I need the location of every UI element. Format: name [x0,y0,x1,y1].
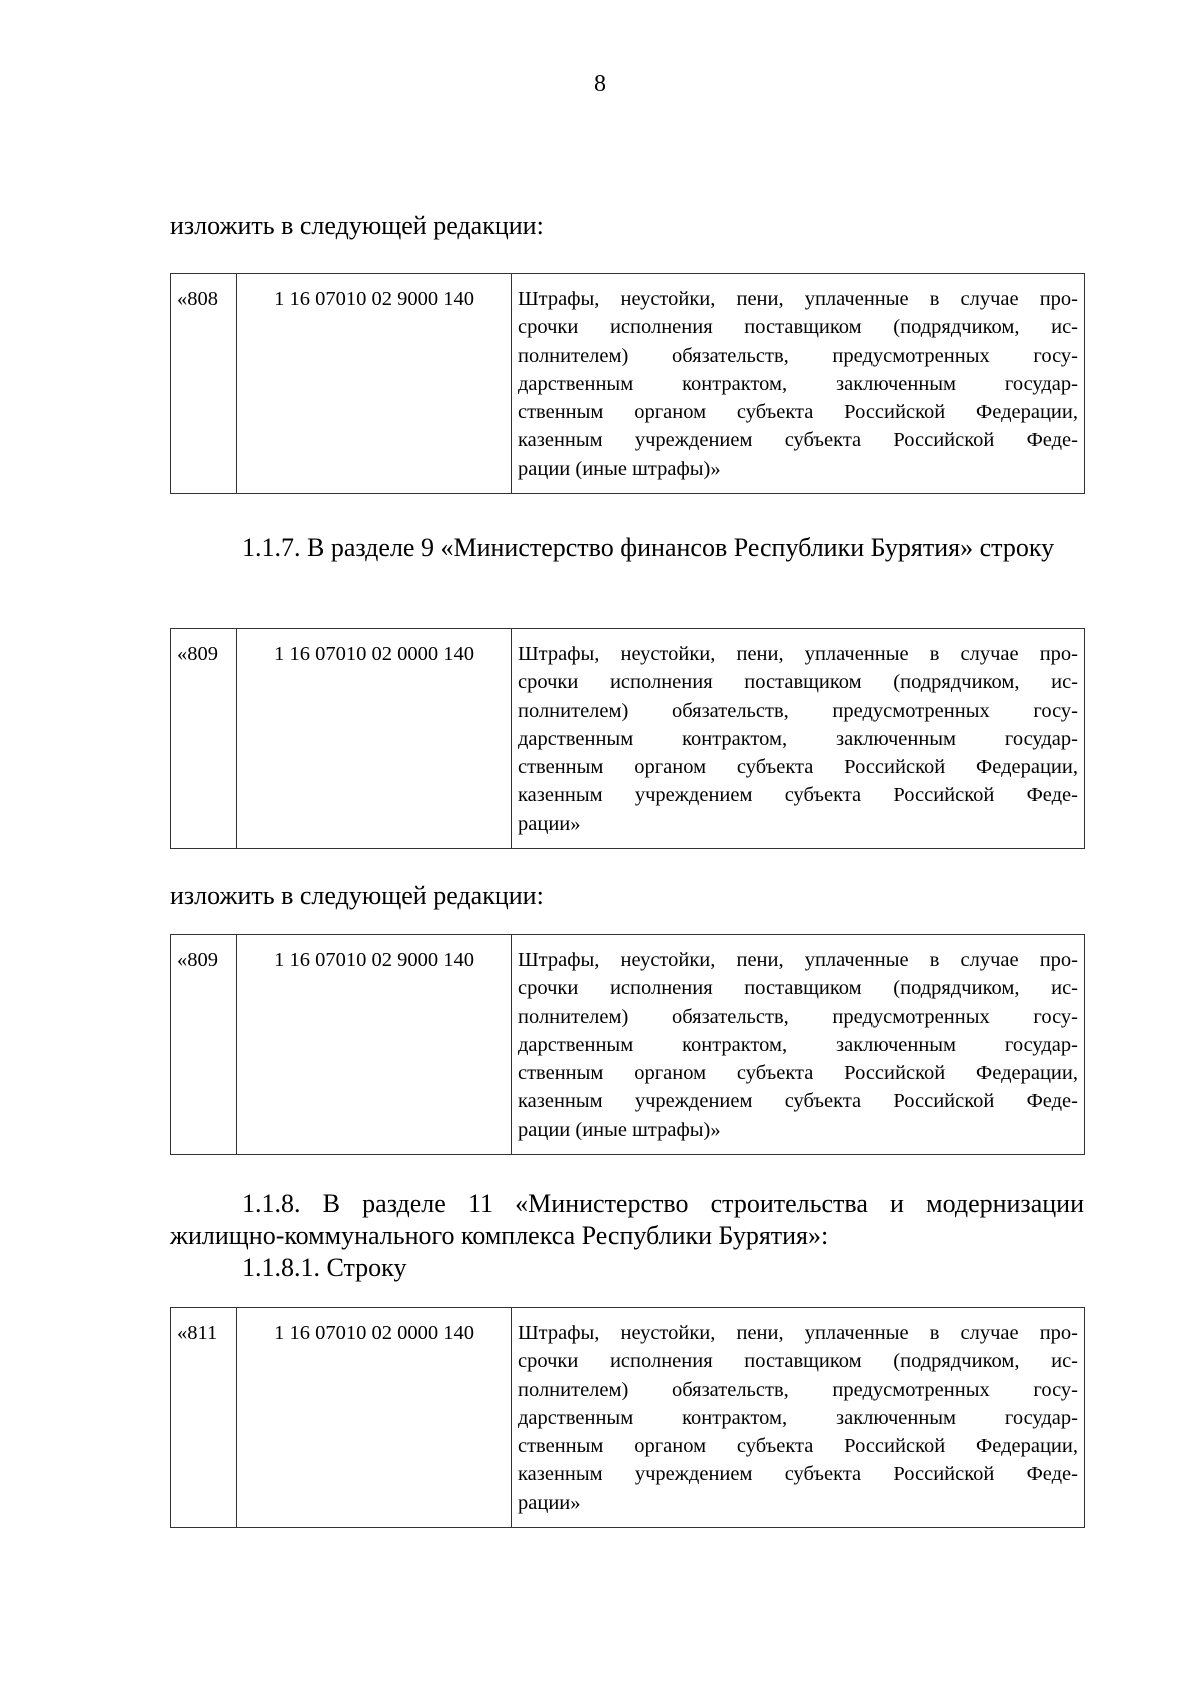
table-row [171,1308,1085,1528]
paragraph-restate-intro-1: изложить в следующей редакции: [170,211,544,240]
description-cell [512,274,1085,494]
description-line: рации» [518,812,581,835]
description-line: срочки исполнения поставщиком (подрядчиком, ис- [518,671,1078,694]
description-line: казенным учреждением субъекта Российской Феде- [518,784,1078,807]
description-line: рации (иные штрафы)» [518,457,721,480]
description-line: ственным органом субъекта Российской Федерации, [518,1435,1078,1458]
description-line: рации» [518,1491,581,1514]
paragraph-subsection-1-1-8-1: 1.1.8.1. Строку [242,1253,407,1282]
row-number-cell: «809 [171,935,237,1155]
description-line: дарственным контрактом, заключенным государ- [518,372,1078,395]
row-number-cell: «809 [171,629,237,849]
row-number-cell: «811 [171,1308,237,1528]
description-line: Штрафы, неустойки, пени, уплаченные в случае про- [518,288,1078,310]
budget-row-table-808-new [170,273,1085,494]
description-cell [512,1308,1085,1528]
description-line: дарственным контрактом, заключенным государ- [518,1033,1078,1056]
description-line: ственным органом субъекта Российской Федерации, [518,756,1078,779]
page-number: 8 [594,71,606,97]
description-line: ственным органом субъекта Российской Федерации, [518,1062,1078,1085]
paragraph-section-9: 1.1.7. В разделе 9 «Министерство финансов Республики Бурятия» строку [242,533,1055,562]
table-row [171,274,1085,494]
description-line: Штрафы, неустойки, пени, уплаченные в случае про- [518,1322,1078,1344]
description-line: казенным учреждением субъекта Российской Феде- [518,429,1078,452]
description-line: рации (иные штрафы)» [518,1118,721,1141]
budget-row-table-809-new [170,934,1085,1155]
description-cell [512,629,1085,849]
budget-row-table-811-old [170,1307,1085,1528]
description-line: срочки исполнения поставщиком (подрядчиком, ис- [518,977,1078,1000]
description-cell [512,935,1085,1155]
description-line: Штрафы, неустойки, пени, уплаченные в случае про- [518,643,1078,665]
table-row [171,935,1085,1155]
description-line: ственным органом субъекта Российской Федерации, [518,401,1078,424]
budget-code-cell: 1 16 07010 02 0000 140 [237,629,512,849]
description-line: срочки исполнения поставщиком (подрядчиком, ис- [518,316,1078,339]
paragraph-section-11: 1.1.8. В разделе 11 «Министерство строительства и модернизации жилищно-коммунального комплекса Республики Бурятия»: [170,1189,1084,1250]
description-line: дарственным контрактом, заключенным государ- [518,727,1078,750]
budget-code-cell: 1 16 07010 02 0000 140 [237,1308,512,1528]
description-line: полнителем) обязательств, предусмотренных госу- [518,344,1078,367]
description-line: полнителем) обязательств, предусмотренных госу- [518,699,1078,722]
description-line: полнителем) обязательств, предусмотренных госу- [518,1378,1078,1401]
description-line: дарственным контрактом, заключенным государ- [518,1406,1078,1429]
paragraph-restate-intro-2: изложить в следующей редакции: [170,881,544,910]
description-line: Штрафы, неустойки, пени, уплаченные в случае про- [518,949,1078,971]
budget-code-cell: 1 16 07010 02 9000 140 [237,935,512,1155]
budget-row-table-809-old [170,628,1085,849]
budget-code-cell: 1 16 07010 02 9000 140 [237,274,512,494]
table-row [171,629,1085,849]
description-line: казенным учреждением субъекта Российской Феде- [518,1090,1078,1113]
row-number-cell: «808 [171,274,237,494]
description-line: срочки исполнения поставщиком (подрядчиком, ис- [518,1350,1078,1373]
description-line: полнителем) обязательств, предусмотренных госу- [518,1005,1078,1028]
description-line: казенным учреждением субъекта Российской Феде- [518,1463,1078,1486]
